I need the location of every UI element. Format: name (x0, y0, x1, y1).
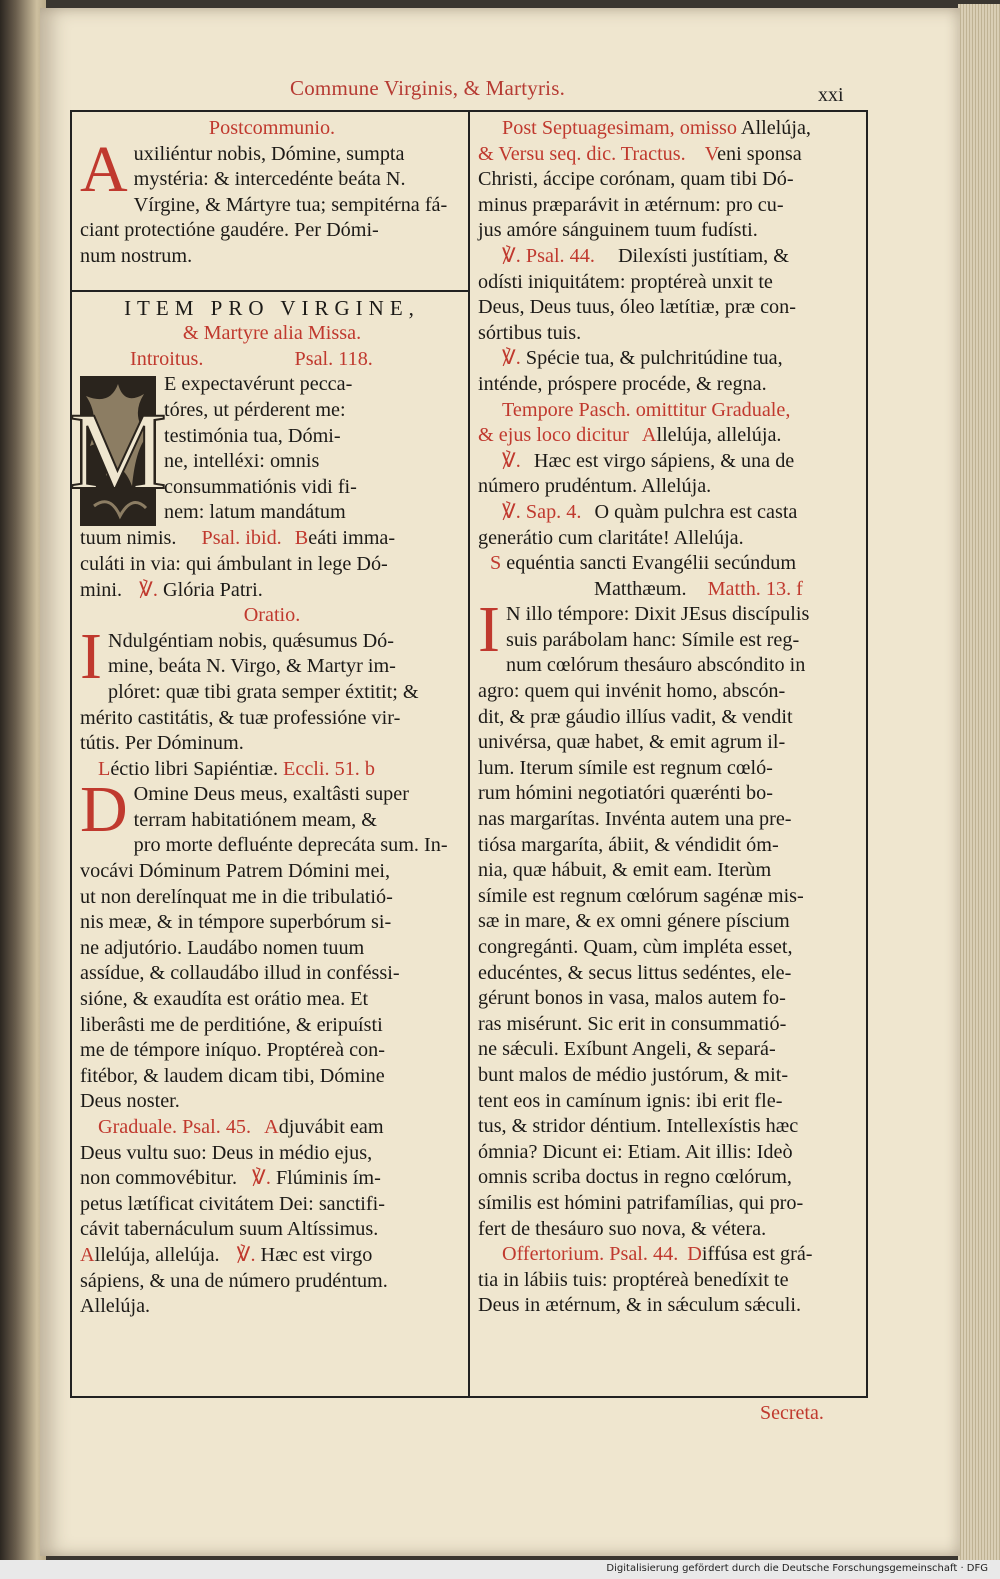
text-line (478, 116, 864, 142)
initial-letter: M (69, 390, 167, 513)
text-line (478, 500, 864, 526)
text-line (80, 1243, 464, 1269)
text-line: mystéria: & intercedénte beáta N. (133, 168, 406, 191)
text-line: rum hómini negotiatóri quærénti bo- (478, 782, 773, 805)
text-line: sórtibus tuis. (478, 321, 582, 344)
page-number: xxi (818, 84, 844, 106)
text-span: equéntia sancti Evangélii secúndum (506, 552, 797, 575)
text-span: Hæc est virgo sápiens, & una de (533, 449, 795, 472)
text-span: eni sponsa (717, 142, 802, 165)
postcommunio-heading: Postcommunio. (208, 117, 336, 139)
text-line (478, 1242, 864, 1268)
drop-cap-a: A (80, 132, 128, 206)
drop-cap-d: D (80, 773, 128, 847)
text-line (478, 346, 864, 372)
text-line: tútis. Per Dóminum. (80, 732, 244, 755)
center-column-rule (468, 110, 470, 1398)
text-span: Allelúja, (740, 117, 811, 139)
text-line: Omine Deus meus, exaltâsti super (133, 783, 409, 806)
text-line: mine, beáta N. Virgo, & Martyr im- (107, 655, 396, 678)
versicle-sign: ℣. (502, 347, 521, 370)
text-line: jus amóre sánguinem tuum fudísti. (478, 219, 758, 242)
text-line: sæ in mare, & ex omni génere píscium (478, 910, 790, 933)
red-initial: A (80, 1243, 95, 1266)
text-line: pro morte defluénte deprecáta sum. In- (133, 834, 448, 857)
text-line: lum. Iterum símile est regnum cœló- (478, 756, 773, 779)
text-span: Spécie tua, & pulchritúdine tua, (525, 347, 783, 370)
text-line: num cœlórum thesáuro abscóndito in (505, 654, 806, 677)
text-span: Hæc est virgo (260, 1243, 373, 1266)
text-line: congregánti. Quam, cùm impléta esset, (478, 936, 793, 958)
page-fore-edge (958, 4, 1000, 1564)
text-span: Glória Patri. (163, 578, 263, 601)
rubric: & ejus loco dicitur (478, 424, 629, 447)
mass-title: ITEM PRO VIRGINE, (124, 295, 420, 320)
versicle-sign: ℣. (236, 1243, 256, 1266)
text-line: tent eos in camínum ignis: ibi erit fle- (478, 1089, 783, 1112)
text-line: minus præparávit in ætérnum: pro cu- (478, 193, 784, 216)
introitus-heading (80, 347, 464, 373)
text-line: generátio cum claritáte! Allelúja. (478, 526, 744, 549)
text-line: plóret: quæ tibi grata semper éxtitit; & (107, 680, 419, 703)
text-span: Dilexísti justítiam, & (617, 244, 789, 267)
text-line: num nostrum. (80, 244, 193, 267)
text-line: E expectavérunt pecca- (164, 373, 353, 396)
text-line: ómnia? Dicunt ei: Etiam. Ait illis: Ideò (478, 1140, 793, 1163)
text-line: culáti in via: qui ámbulant in lege Dó- (80, 552, 388, 575)
versicle-sign: ℣. (252, 1167, 271, 1190)
text-line: fert de thesáuro suo nova, & vétera. (478, 1217, 767, 1240)
running-head: Commune Virginis, & Martyris. (290, 76, 566, 100)
text-line (478, 423, 864, 449)
drop-cap-i: I (478, 593, 500, 667)
text-line (478, 244, 864, 270)
text-line: mérito castitátis, & tuæ professióne vir- (80, 706, 401, 729)
versicle-sign: ℣. (139, 578, 158, 601)
text-line: ras misérunt. Sic erit in consummatió- (478, 1012, 787, 1035)
text-line: símilis est hómini patrifamílias, qui pro- (478, 1191, 804, 1214)
text-line: testimónia tua, Dómi- (164, 424, 341, 447)
left-frame-rule (70, 110, 72, 1398)
lectio-heading (80, 757, 464, 783)
text-span: llelúja, allelúja. (94, 1243, 220, 1266)
text-line: ne, intelléxi: omnis (164, 450, 320, 473)
text-line (478, 551, 864, 577)
text-line: dit, & præ gáudio illíus vadit, & vendit (478, 705, 793, 728)
text-span: llelúja, allelúja. (656, 424, 782, 447)
rubric-line: Tempore Pasch. omittitur Graduale, (502, 398, 791, 421)
red-initial: V (704, 142, 718, 165)
text-line: ut non derelínquat me in die tribulatió- (80, 885, 393, 908)
text-line: bunt malos de médio justórum, & mit- (478, 1063, 789, 1086)
versicle-reference: ℣. Psal. 44. (502, 244, 595, 267)
text-line (478, 142, 864, 168)
text-line: Allelúja. (80, 1295, 151, 1318)
text-line: Deus vultu suo: Deus in médio ejus, (80, 1141, 373, 1164)
text-line: Deus in ætérnum, & in sǽculum sǽculi. (478, 1294, 801, 1317)
right-column (478, 116, 864, 1319)
text-line: nas margarítas. Invénta autem una pre- (478, 808, 792, 831)
text-line: consummatiónis vidi fi- (164, 475, 357, 498)
catchword: Secreta. (760, 1402, 824, 1424)
text-line (80, 578, 464, 604)
red-initial: A (264, 1116, 279, 1138)
red-initial: B (294, 527, 309, 550)
text-line: odísti iniquitátem: proptéreà unxit te (478, 270, 773, 293)
red-initial: S (490, 552, 502, 575)
graduale-label: Graduale. Psal. 45. (98, 1116, 252, 1138)
text-line: cávit tabernáculum suum Altíssimus. (80, 1218, 379, 1241)
text-line: número prudéntum. Allelúja. (478, 475, 712, 498)
oratio-text (80, 619, 464, 757)
left-column (69, 116, 464, 1320)
right-frame-rule (866, 110, 868, 1398)
graduale-text (80, 1115, 464, 1320)
text-line: tus, & stridor déntium. Intellexístis hæc (478, 1115, 799, 1138)
text-span: O quàm pulchra est casta (594, 500, 798, 523)
bottom-rule (70, 1396, 868, 1398)
text-line: ciant protectióne gaudére. Per Dómi- (80, 219, 379, 242)
text-line: N illo témpore: Dixit JEsus discípulis (505, 603, 810, 626)
text-line: sápiens, & una de número prudéntum. (80, 1269, 388, 1292)
text-line: univérsa, quæ habet, & emit agrum il- (478, 731, 786, 754)
gospel-reference: Matth. 13. f (707, 577, 803, 600)
introitus-label: Introitus. (130, 347, 204, 370)
versicle-reference: ℣. Sap. 4. (502, 500, 582, 523)
text-line: inténde, próspere procéde, & regna. (478, 372, 767, 395)
text-line: vocávi Dóminum Patrem Dómini mei, (80, 860, 391, 883)
lectio-reference: Eccli. 51. b (283, 757, 375, 780)
introitus-text (69, 372, 464, 603)
versicle-sign: ℣. (502, 449, 521, 472)
text-line: gérunt bonos in vasa, malos autem fo- (478, 987, 786, 1010)
red-initial: A (641, 424, 657, 447)
text-span: Flúminis ím- (275, 1167, 381, 1190)
text-span: Matthæum. (594, 577, 687, 600)
ornamental-initial-m (69, 376, 167, 526)
text-line: suis parábolam hanc: Símile est reg- (505, 628, 800, 651)
gospel-text (478, 593, 864, 1242)
text-line: nia, quæ hábuit, & emit eam. Iterùm (478, 859, 772, 882)
text-line: tia in lábiis tuis: proptéreà benedíxit te (478, 1268, 789, 1291)
mass-subtitle: & Martyre alia Missa. (182, 322, 362, 345)
text-span: non commovébitur. (80, 1167, 237, 1190)
rubric: & Versu seq. dic. Tractus. (478, 142, 686, 165)
text-line (80, 526, 464, 552)
drop-cap-i: I (80, 619, 102, 693)
text-line: educéntes, & secus littus sedéntes, ele- (478, 961, 792, 984)
text-line: Vírgine, & Mártyre tua; sempitérna fá- (133, 193, 448, 216)
text-line: Deus noster. (80, 1090, 180, 1113)
text-line: nis meæ, & in témpore superbórum si- (80, 911, 392, 934)
text-span: iffúsa est grá- (701, 1243, 813, 1266)
text-line (478, 449, 864, 475)
red-initial: D (687, 1243, 702, 1266)
text-line: ne adjutório. Laudábo nomen tuum (80, 936, 365, 959)
text-line (80, 1115, 464, 1141)
text-line: ne sǽculi. Exíbunt Angeli, & separá- (478, 1038, 776, 1061)
introitus-reference: Psal. 118. (294, 347, 373, 370)
psalm-reference: Psal. ibid. (201, 527, 282, 550)
text-line: agro: quem qui invénit homo, abscón- (478, 680, 786, 703)
text-line: Ndulgéntiam nobis, quǽsumus Dó- (107, 629, 394, 652)
footer-credit: Digitalisierung gefördert durch die Deutsche Forschungsgemeinschaft · DFG (606, 1563, 988, 1574)
red-initial: L (98, 757, 111, 780)
rubric: Post Septuagesimam, omisso (502, 117, 737, 139)
text-line: símile est regnum cœlórum sagénæ mis- (478, 884, 804, 907)
text-line (80, 1166, 464, 1192)
text-span: djuvábit eam (278, 1116, 384, 1138)
postcommunio-text (80, 132, 464, 270)
text-line: nem: latum mandátum (164, 501, 346, 524)
lectio-label: éctio libri Sapiéntiæ. (110, 757, 278, 780)
text-line: fitébor, & laudem dicam tibi, Dómine (80, 1064, 385, 1087)
lectio-text (80, 773, 464, 1115)
text-line: me de témpore iníquo. Proptéreà con- (80, 1039, 385, 1062)
text-line: assídue, & collaudábo illud in conféssi- (80, 962, 400, 985)
text-line: petus lætíficat civitátem Dei: sanctifi- (80, 1192, 385, 1215)
text-line: tiósa margaríta, ábiit, & véndidit óm- (478, 833, 779, 856)
text-line: Deus, Deus tuus, óleo lætítiæ, præ con- (478, 296, 796, 319)
text-span: eáti imma- (308, 527, 396, 550)
text-line: liberâsti me de perditióne, & eripuísti (80, 1013, 383, 1036)
text-line: terram habitatiónem meam, & (133, 808, 377, 831)
text-line: sióne, & exaudíta est orátio mea. Et (80, 988, 369, 1011)
text-span: mini. (80, 578, 123, 601)
offertorium-label: Offertorium. Psal. 44. (502, 1243, 679, 1266)
text-line (478, 577, 864, 603)
oratio-heading: Oratio. (243, 604, 301, 627)
text-span: tuum nimis. (80, 527, 177, 550)
text-line: uxiliéntur nobis, Dómine, sumpta (133, 142, 405, 165)
text-line: Christi, áccipe corónam, quam tibi Dó- (478, 168, 794, 191)
text-line: tóres, ut pérderent me: (164, 398, 346, 421)
text-line: omnis scriba doctus in regno cœlórum, (478, 1166, 792, 1189)
digitization-footer (0, 1560, 1000, 1579)
